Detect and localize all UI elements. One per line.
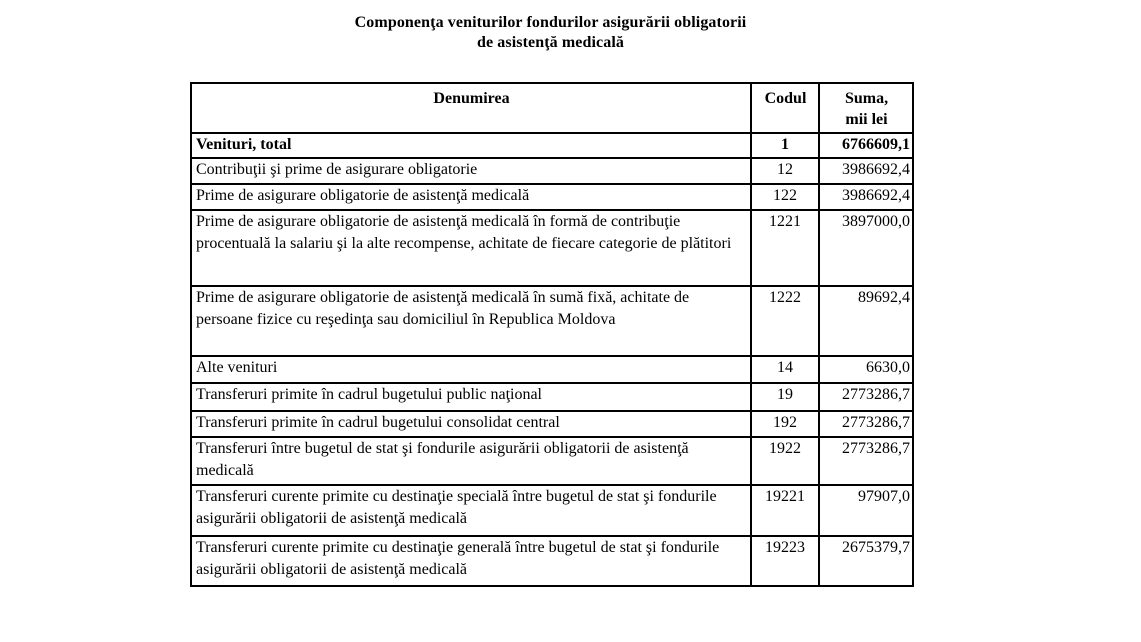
row-code: 1222 [751,286,819,356]
row-code: 12 [751,158,819,184]
row-name: Transferuri primite în cadrul bugetului public naţional [191,383,751,411]
table-row [191,383,913,411]
row-name: Transferuri primite în cadrul bugetului consolidat central [191,411,751,437]
row-name: Contribuţii şi prime de asigurare obligatorie [191,158,751,184]
row-sum: 3986692,4 [819,184,913,210]
row-sum: 89692,4 [819,286,913,356]
table-row [191,536,913,586]
row-sum: 2773286,7 [819,411,913,437]
table-header-row [191,83,913,133]
row-name: Transferuri curente primite cu destinaţie generală între bugetul de stat şi fondurile asigurării obligatorii de asistenţă medicală [191,536,751,586]
row-name: Alte venituri [191,356,751,383]
header-name: Denumirea [191,83,751,133]
row-code: 19221 [751,485,819,536]
table-row [191,411,913,437]
row-code: 14 [751,356,819,383]
row-name: Prime de asigurare obligatorie de asistenţă medicală în formă de contribuţie procentuală la salariu şi la alte recompense, achitate de fiecare categorie de plătitori [191,210,751,286]
row-sum: 97907,0 [819,485,913,536]
row-code: 122 [751,184,819,210]
row-sum: 6766609,1 [819,133,913,158]
header-sum-line-2: mii lei [845,111,888,128]
row-name: Transferuri curente primite cu destinaţie specială între bugetul de stat şi fondurile asigurării obligatorii de asistenţă medicală [191,485,751,536]
row-sum: 3986692,4 [819,158,913,184]
table-row [191,158,913,184]
row-code: 19 [751,383,819,411]
row-sum: 2675379,7 [819,536,913,586]
row-sum: 2773286,7 [819,383,913,411]
row-name: Prime de asigurare obligatorie de asistenţă medicală [191,184,751,210]
row-name: Venituri, total [191,133,751,158]
table-row-total [191,133,913,158]
row-code: 1922 [751,437,819,485]
table-row [191,184,913,210]
table-row [191,210,913,286]
header-sum [819,83,913,133]
row-sum: 6630,0 [819,356,913,383]
row-code: 19223 [751,536,819,586]
table-row [191,356,913,383]
table-row [191,485,913,536]
title-line-2: de asistenţă medicală [477,34,624,51]
row-sum: 2773286,7 [819,437,913,485]
document-title [0,13,1101,53]
header-sum-line-1: Suma, [844,90,889,107]
row-code: 1 [751,133,819,158]
row-code: 192 [751,411,819,437]
row-name: Transferuri între bugetul de stat şi fondurile asigurării obligatorii de asistenţă medicală [191,437,751,485]
title-line-1: Componenţa veniturilor fondurilor asigurării obligatorii [354,14,747,31]
header-code: Codul [751,83,819,133]
row-sum: 3897000,0 [819,210,913,286]
table-row [191,437,913,485]
row-name: Prime de asigurare obligatorie de asistenţă medicală în sumă fixă, achitate de persoane fizice cu reşedinţa sau domiciliul în Republica Moldova [191,286,751,356]
revenue-table [190,82,914,587]
table-row [191,286,913,356]
row-code: 1221 [751,210,819,286]
